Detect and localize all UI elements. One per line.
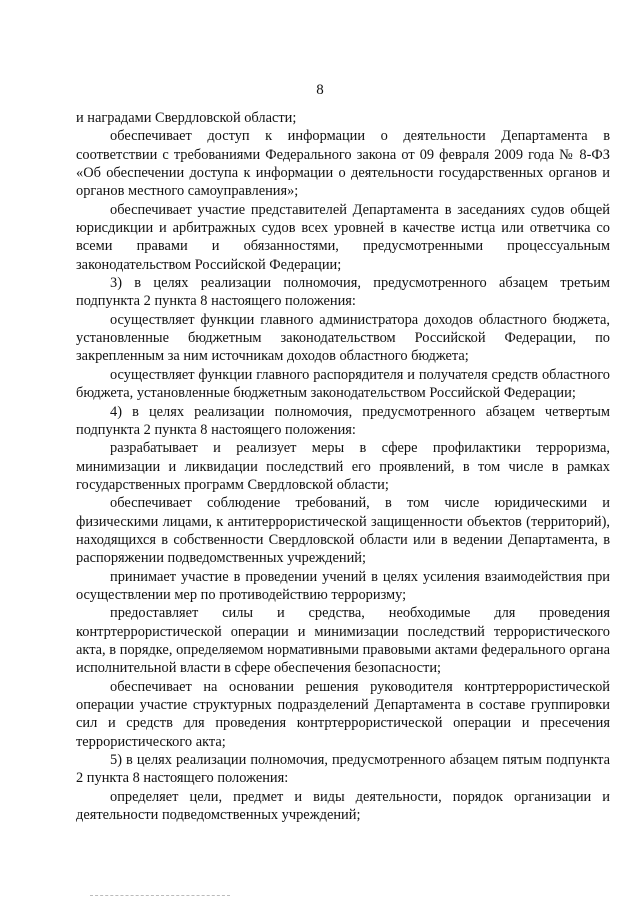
paragraph: разрабатывает и реализует меры в сфере профилактики терроризма, минимизации и ликвидации последствий его проявлений, в том числе в рамках государственных программ Свердловской области; bbox=[76, 440, 610, 493]
paragraph: осуществляет функции главного администратора доходов областного бюджета, установленные бюджетным законодательством Российской Федерации, по закрепленным за ним источникам доходов областного бюджета; bbox=[76, 311, 610, 365]
paragraph: принимает участие в проведении учений в целях усиления взаимодействия при осуществлении мер по противодействию терроризму; bbox=[76, 568, 610, 603]
paragraph: предоставляет силы и средства, необходимые для проведения контртеррористической операции и минимизации последствий террористического акта, в порядке, определяемом нормативными правовыми актами федерального органа исполнительной власти в сфере обеспечения безопасности; bbox=[76, 605, 610, 677]
paragraph: обеспечивает участие представителей Департамента в заседаниях судов общей юрисдикции и арбитражных судов всех уровней в качестве истца или ответчика со всеми правами и обязанностями, предусмотренными процессуальным законодательством Российской Федерации; bbox=[76, 201, 610, 273]
scan-edge-line bbox=[90, 895, 230, 896]
page-number: 8 bbox=[316, 82, 324, 98]
paragraph: обеспечивает на основании решения руководителя контртеррористической операции участие структурных подразделений Департамента в составе группировки сил и средств для проведения контртеррористической операции и пресечения террористического акта; bbox=[76, 678, 610, 750]
paragraph: и наградами Свердловской области; bbox=[76, 110, 297, 126]
paragraph: обеспечивает доступ к информации о деятельности Департамента в соответствии с требованиями Федерального закона от 09 февраля 2009 года № 8-ФЗ «Об обеспечении доступа к информации о деятельности государственных органов и органов местного самоуправления»; bbox=[76, 128, 610, 200]
paragraph: 4) в целях реализации полномочия, предусмотренного абзацем четвертым подпункта 2 пункта 8 настоящего положения: bbox=[76, 403, 610, 438]
paragraph: определяет цели, предмет и виды деятельности, порядок организации и деятельности подведомственных учреждений; bbox=[76, 788, 610, 824]
document-body bbox=[76, 109, 610, 824]
paragraph: обеспечивает соблюдение требований, в том числе юридическими и физическими лицами, к антитеррористической защищенности объектов (территорий), находящихся в собственности Свердловской области или в ведении Департамента, в распоряжении подведомственных учреждений; bbox=[76, 495, 610, 567]
paragraph: осуществляет функции главного распорядителя и получателя средств областного бюджета, установленные бюджетным законодательством Российской Федерации; bbox=[76, 366, 610, 402]
paragraph: 3) в целях реализации полномочия, предусмотренного абзацем третьим подпункта 2 пункта 8 настоящего положения: bbox=[76, 275, 610, 310]
paragraph: 5) в целях реализации полномочия, предусмотренного абзацем пятым подпункта 2 пункта 8 настоящего положения: bbox=[76, 752, 610, 787]
